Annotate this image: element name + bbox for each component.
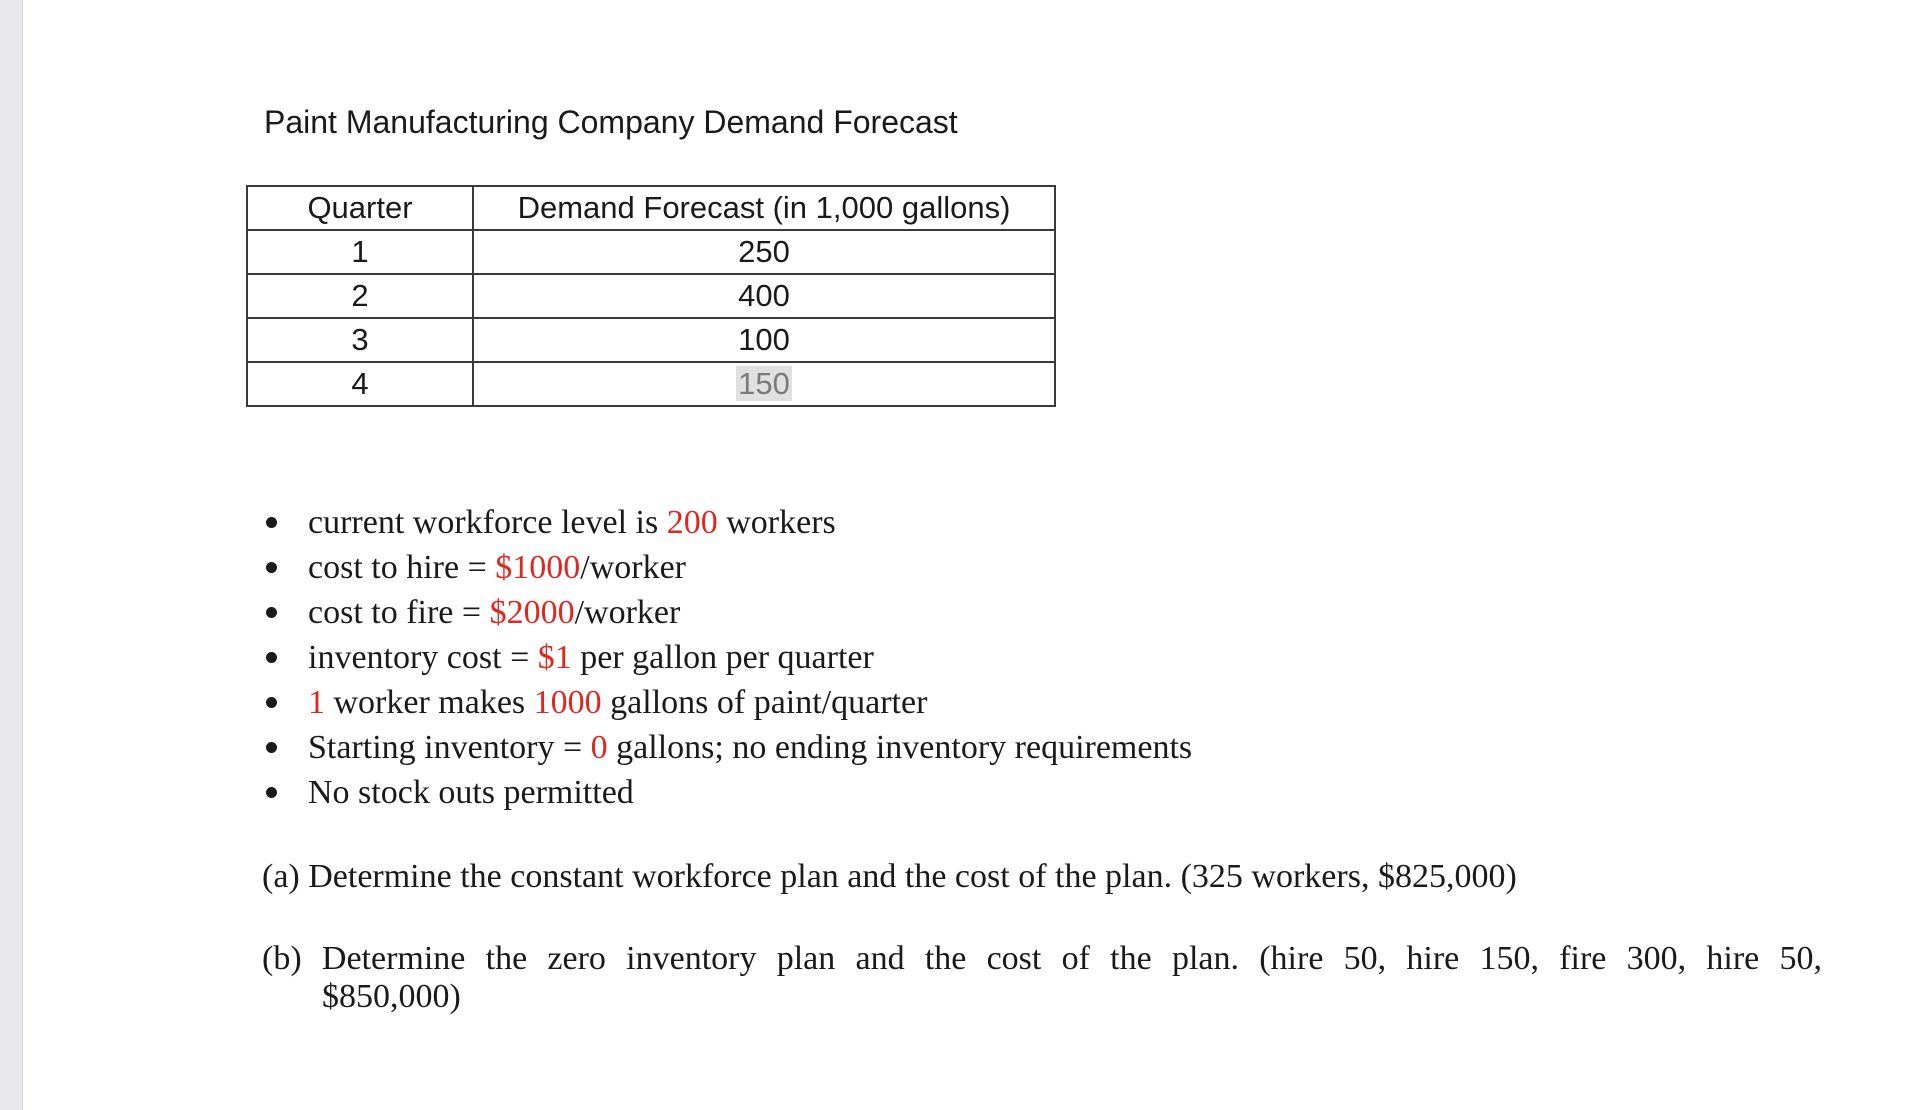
question-a: (a) Determine the constant workforce plan and the cost of the plan. (325 workers, $825,000) <box>262 858 1517 895</box>
demand-cell: 100 <box>473 318 1055 362</box>
list-item: current workforce level is 200 workers <box>262 500 1192 545</box>
bullet-icon <box>266 607 277 618</box>
question-b-line2: $850,000) <box>322 978 461 1015</box>
quarter-cell: 2 <box>247 274 473 318</box>
bullet-icon <box>266 517 277 528</box>
bullet-icon <box>266 697 277 708</box>
demand-cell: 400 <box>473 274 1055 318</box>
header-demand-forecast: Demand Forecast (in 1,000 gallons) <box>473 186 1055 230</box>
demand-cell <box>473 362 1055 406</box>
header-quarter: Quarter <box>247 186 473 230</box>
quarter-cell: 3 <box>247 318 473 362</box>
left-margin-bar <box>0 0 23 1110</box>
bullet-icon <box>266 742 277 753</box>
list-item: cost to fire = $2000/worker <box>262 590 1192 635</box>
table-row <box>247 274 1055 318</box>
question-b-line1: (b) Determine the zero inventory plan and the cost of the plan. (hire 50, hire 150, fire 300, hire 50, <box>262 940 1822 977</box>
document-title: Paint Manufacturing Company Demand Forecast <box>264 104 958 140</box>
list-item: inventory cost = $1 per gallon per quarter <box>262 635 1192 680</box>
list-item: 1 worker makes 1000 gallons of paint/quarter <box>262 680 1192 725</box>
demand-cell: 250 <box>473 230 1055 274</box>
highlighted-demand-value[interactable]: 150 <box>738 366 790 401</box>
question-b <box>262 940 1822 1016</box>
list-item: No stock outs permitted <box>262 770 1192 815</box>
quarter-cell: 1 <box>247 230 473 274</box>
bullet-icon <box>266 562 277 573</box>
table-row <box>247 362 1055 406</box>
demand-forecast-table <box>246 185 1056 407</box>
table-row <box>247 318 1055 362</box>
table-row <box>247 230 1055 274</box>
bullet-icon <box>266 787 277 798</box>
bullet-icon <box>266 652 277 663</box>
list-item: Starting inventory = 0 gallons; no ending inventory requirements <box>262 725 1192 770</box>
quarter-cell: 4 <box>247 362 473 406</box>
table-header-row <box>247 186 1055 230</box>
assumptions-list <box>262 500 1192 815</box>
list-item: cost to hire = $1000/worker <box>262 545 1192 590</box>
